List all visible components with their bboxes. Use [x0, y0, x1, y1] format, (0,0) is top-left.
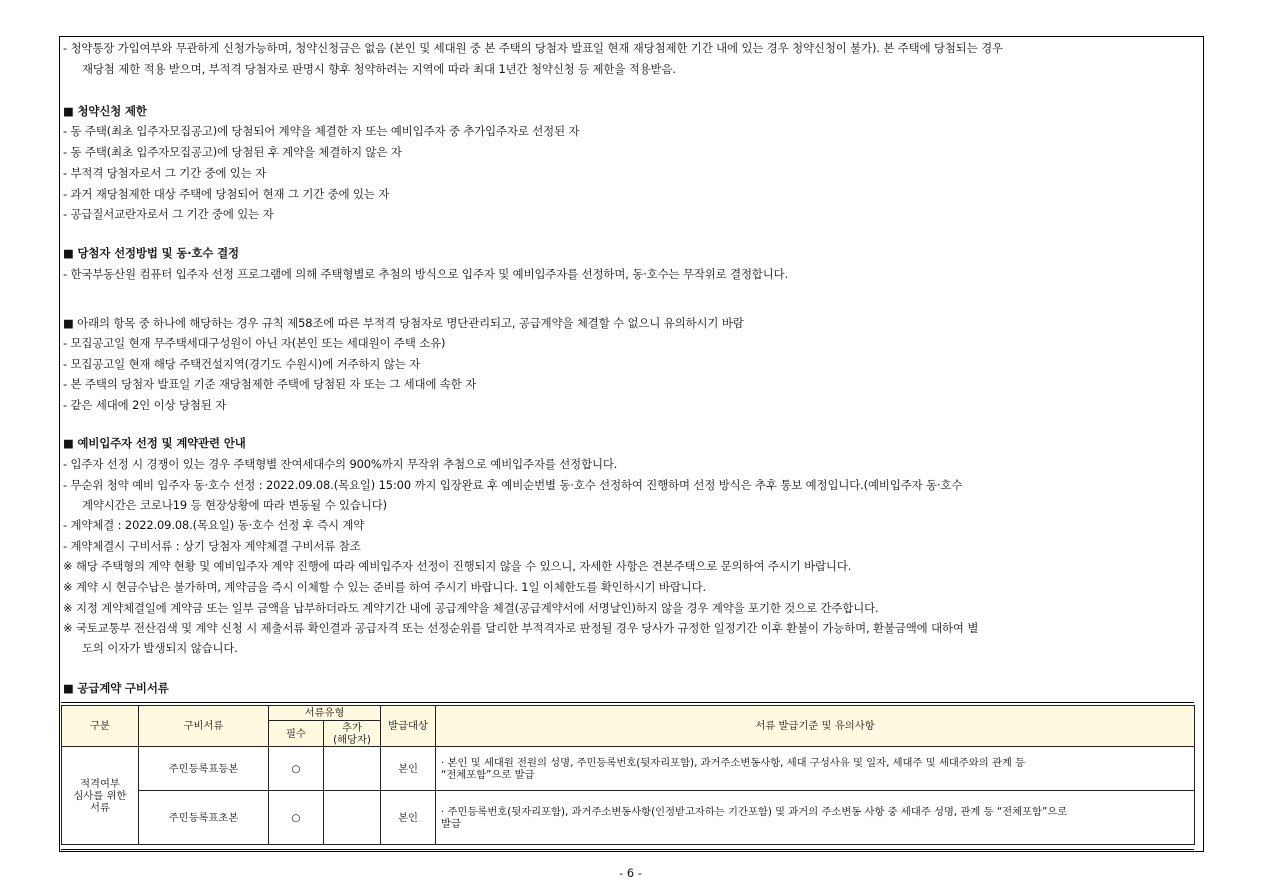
ineligible-item: - 같은 세대에 2인 이상 당첨된 자 — [63, 398, 227, 412]
intro-line-1: - 청약통장 가입여부와 무관하게 신청가능하며, 청약신청금은 없음 (본인 및 세대원 중 본 주택의 당첨자 발표일 현재 재당첨제한 기간 내에 있는 경우 청약신청이 불가). 본 주택에 당첨되는 경우 — [63, 41, 1003, 55]
header-criteria: 서류 발급기준 및 유의사항 — [436, 706, 1195, 747]
row-required: ○ — [269, 791, 324, 845]
table-bottom-rule — [61, 849, 1194, 850]
restrict-item: - 과거 재당첨제한 대상 주택에 당첨되어 현재 그 기간 중에 있는 자 — [63, 187, 390, 201]
reserve-note: ※ 해당 주택형의 계약 현황 및 예비입주자 계약 진행에 따라 예비입주자 선정이 진행되지 않을 수 있으니, 자세한 사항은 견본주택으로 문의하여 주시기 바랍니다. — [63, 559, 852, 573]
row-issuer: 본인 — [381, 747, 436, 791]
section-title-reserve: ■ 예비입주자 선정 및 계약관련 안내 — [63, 436, 246, 450]
table-row — [62, 791, 1195, 845]
restrict-item: - 공급질서교란자로서 그 기간 중에 있는 자 — [63, 207, 274, 221]
reserve-note: ※ 계약 시 현금수납은 불가하며, 계약금을 즉시 이체할 수 있는 준비를 하여 주시기 바랍니다. 1일 이체한도를 확인하시기 바랍니다. — [63, 580, 707, 594]
reserve-note: ※ 지정 계약체결일에 계약금 또는 일부 금액을 납부하더라도 계약기간 내에 공급계약을 체결(공급계약서에 서명날인)하지 않을 경우 계약을 포기한 것으로 간주합니다. — [63, 601, 879, 615]
reserve-item: - 계약체결시 구비서류 : 상기 당첨자 계약체결 구비서류 참조 — [63, 539, 361, 553]
page-number: - 6 - — [619, 866, 642, 880]
reserve-item: - 무순위 청약 예비 입주자 동·호수 선정 : 2022.09.08.(목요일) 15:00 까지 입장완료 후 예비순번별 동·호수 선정하여 진행하며 선정 방식은 추후 통보 예정입니다.(예비입주자 동·호수 — [63, 478, 963, 492]
row-criteria: · 주민등록번호(뒷자리포함), 과거주소변동사항(인정받고자하는 기간포함) 및 과거의 주소변동 사항 중 세대주 성명, 관계 등 “전체포함”으로 발급 — [436, 791, 1195, 845]
restrict-item: - 부적격 당첨자로서 그 기간 중에 있는 자 — [63, 166, 267, 180]
section-title-restrict: ■ 청약신청 제한 — [63, 104, 147, 118]
restrict-item: - 동 주택(최초 입주자모집공고)에 당첨된 후 계약을 체결하지 않은 자 — [63, 145, 402, 159]
reserve-note-continued: 도의 이자가 발생되지 않습니다. — [82, 641, 238, 655]
header-category: 구분 — [62, 706, 139, 747]
table-row — [62, 747, 1195, 791]
ineligible-item: - 모집공고일 현재 무주택세대구성원이 아닌 자(본인 또는 세대원이 주택 소유) — [63, 336, 446, 350]
table-header-row — [62, 706, 1195, 721]
header-doc-type: 서류유형 — [269, 706, 381, 721]
reserve-item: - 계약체결 : 2022.09.08.(목요일) 동·호수 선정 후 즉시 계약 — [63, 518, 365, 532]
restrict-item: - 동 주택(최초 입주자모집공고)에 당첨되어 계약을 체결한 자 또는 예비입주자 중 추가입주자로 선정된 자 — [63, 124, 580, 138]
ineligible-item: - 모집공고일 현재 해당 주택건설지역(경기도 수원시)에 거주하지 않는 자 — [63, 357, 421, 371]
section-title-ineligible: ■ 아래의 항목 중 하나에 해당하는 경우 규칙 제58조에 따른 부적격 당첨자로 명단관리되고, 공급계약을 체결할 수 없으니 유의하시기 바람 — [63, 316, 744, 330]
row-additional — [324, 791, 381, 845]
header-issuer: 발급대상 — [381, 706, 436, 747]
row-issuer: 본인 — [381, 791, 436, 845]
row-additional — [324, 747, 381, 791]
documents-table — [61, 705, 1195, 845]
header-required: 필수 — [269, 721, 324, 747]
ineligible-item: - 본 주택의 당첨자 발표일 기준 재당첨제한 주택에 당첨된 자 또는 그 세대에 속한 자 — [63, 377, 477, 391]
section-title-docs: ■ 공급계약 구비서류 — [63, 681, 169, 695]
reserve-item-continued: 계약시간은 코로나19 등 현장상황에 따라 변동될 수 있습니다) — [82, 498, 387, 512]
reserve-item: - 입주자 선정 시 경쟁이 있는 경우 주택형별 잔여세대수의 900%까지 무작위 추첨으로 예비입주자를 선정합니다. — [63, 457, 618, 471]
header-additional: 추가 (해당자) — [324, 721, 381, 747]
reserve-note: ※ 국토교통부 전산검색 및 계약 신청 시 제출서류 확인결과 공급자격 또는 선정순위를 달리한 부적격자로 판정될 경우 당사가 규정한 일정기간 이후 환불이 가능하며, 환불금액에 대하여 별 — [63, 621, 979, 635]
intro-line-2: 재당첨 제한 적용 받으며, 부적격 당첨자로 판명시 향후 청약하려는 지역에 따라 최대 1년간 청약신청 등 제한을 적용받음. — [82, 62, 676, 76]
section-title-selection: ■ 당첨자 선정방법 및 동·호수 결정 — [63, 246, 239, 260]
header-document: 구비서류 — [139, 706, 269, 747]
selection-item: - 한국부동산원 컴퓨터 입주자 선정 프로그램에 의해 주택형별로 추첨의 방식으로 입주자 및 예비입주자를 선정하며, 동·호수는 무작위로 결정합니다. — [63, 267, 789, 281]
group-label: 적격여부 심사를 위한 서류 — [62, 747, 139, 845]
row-criteria: · 본인 및 세대원 전원의 성명, 주민등록번호(뒷자리포함), 과거주소변동사항, 세대 구성사유 및 일자, 세대주 및 세대주와의 관계 등 “전체포함”으로 발급 — [436, 747, 1195, 791]
row-document: 주민등록표초본 — [139, 791, 269, 845]
row-required: ○ — [269, 747, 324, 791]
document-frame — [59, 36, 1204, 852]
row-document: 주민등록표등본 — [139, 747, 269, 791]
table-top-rule — [61, 702, 1194, 703]
